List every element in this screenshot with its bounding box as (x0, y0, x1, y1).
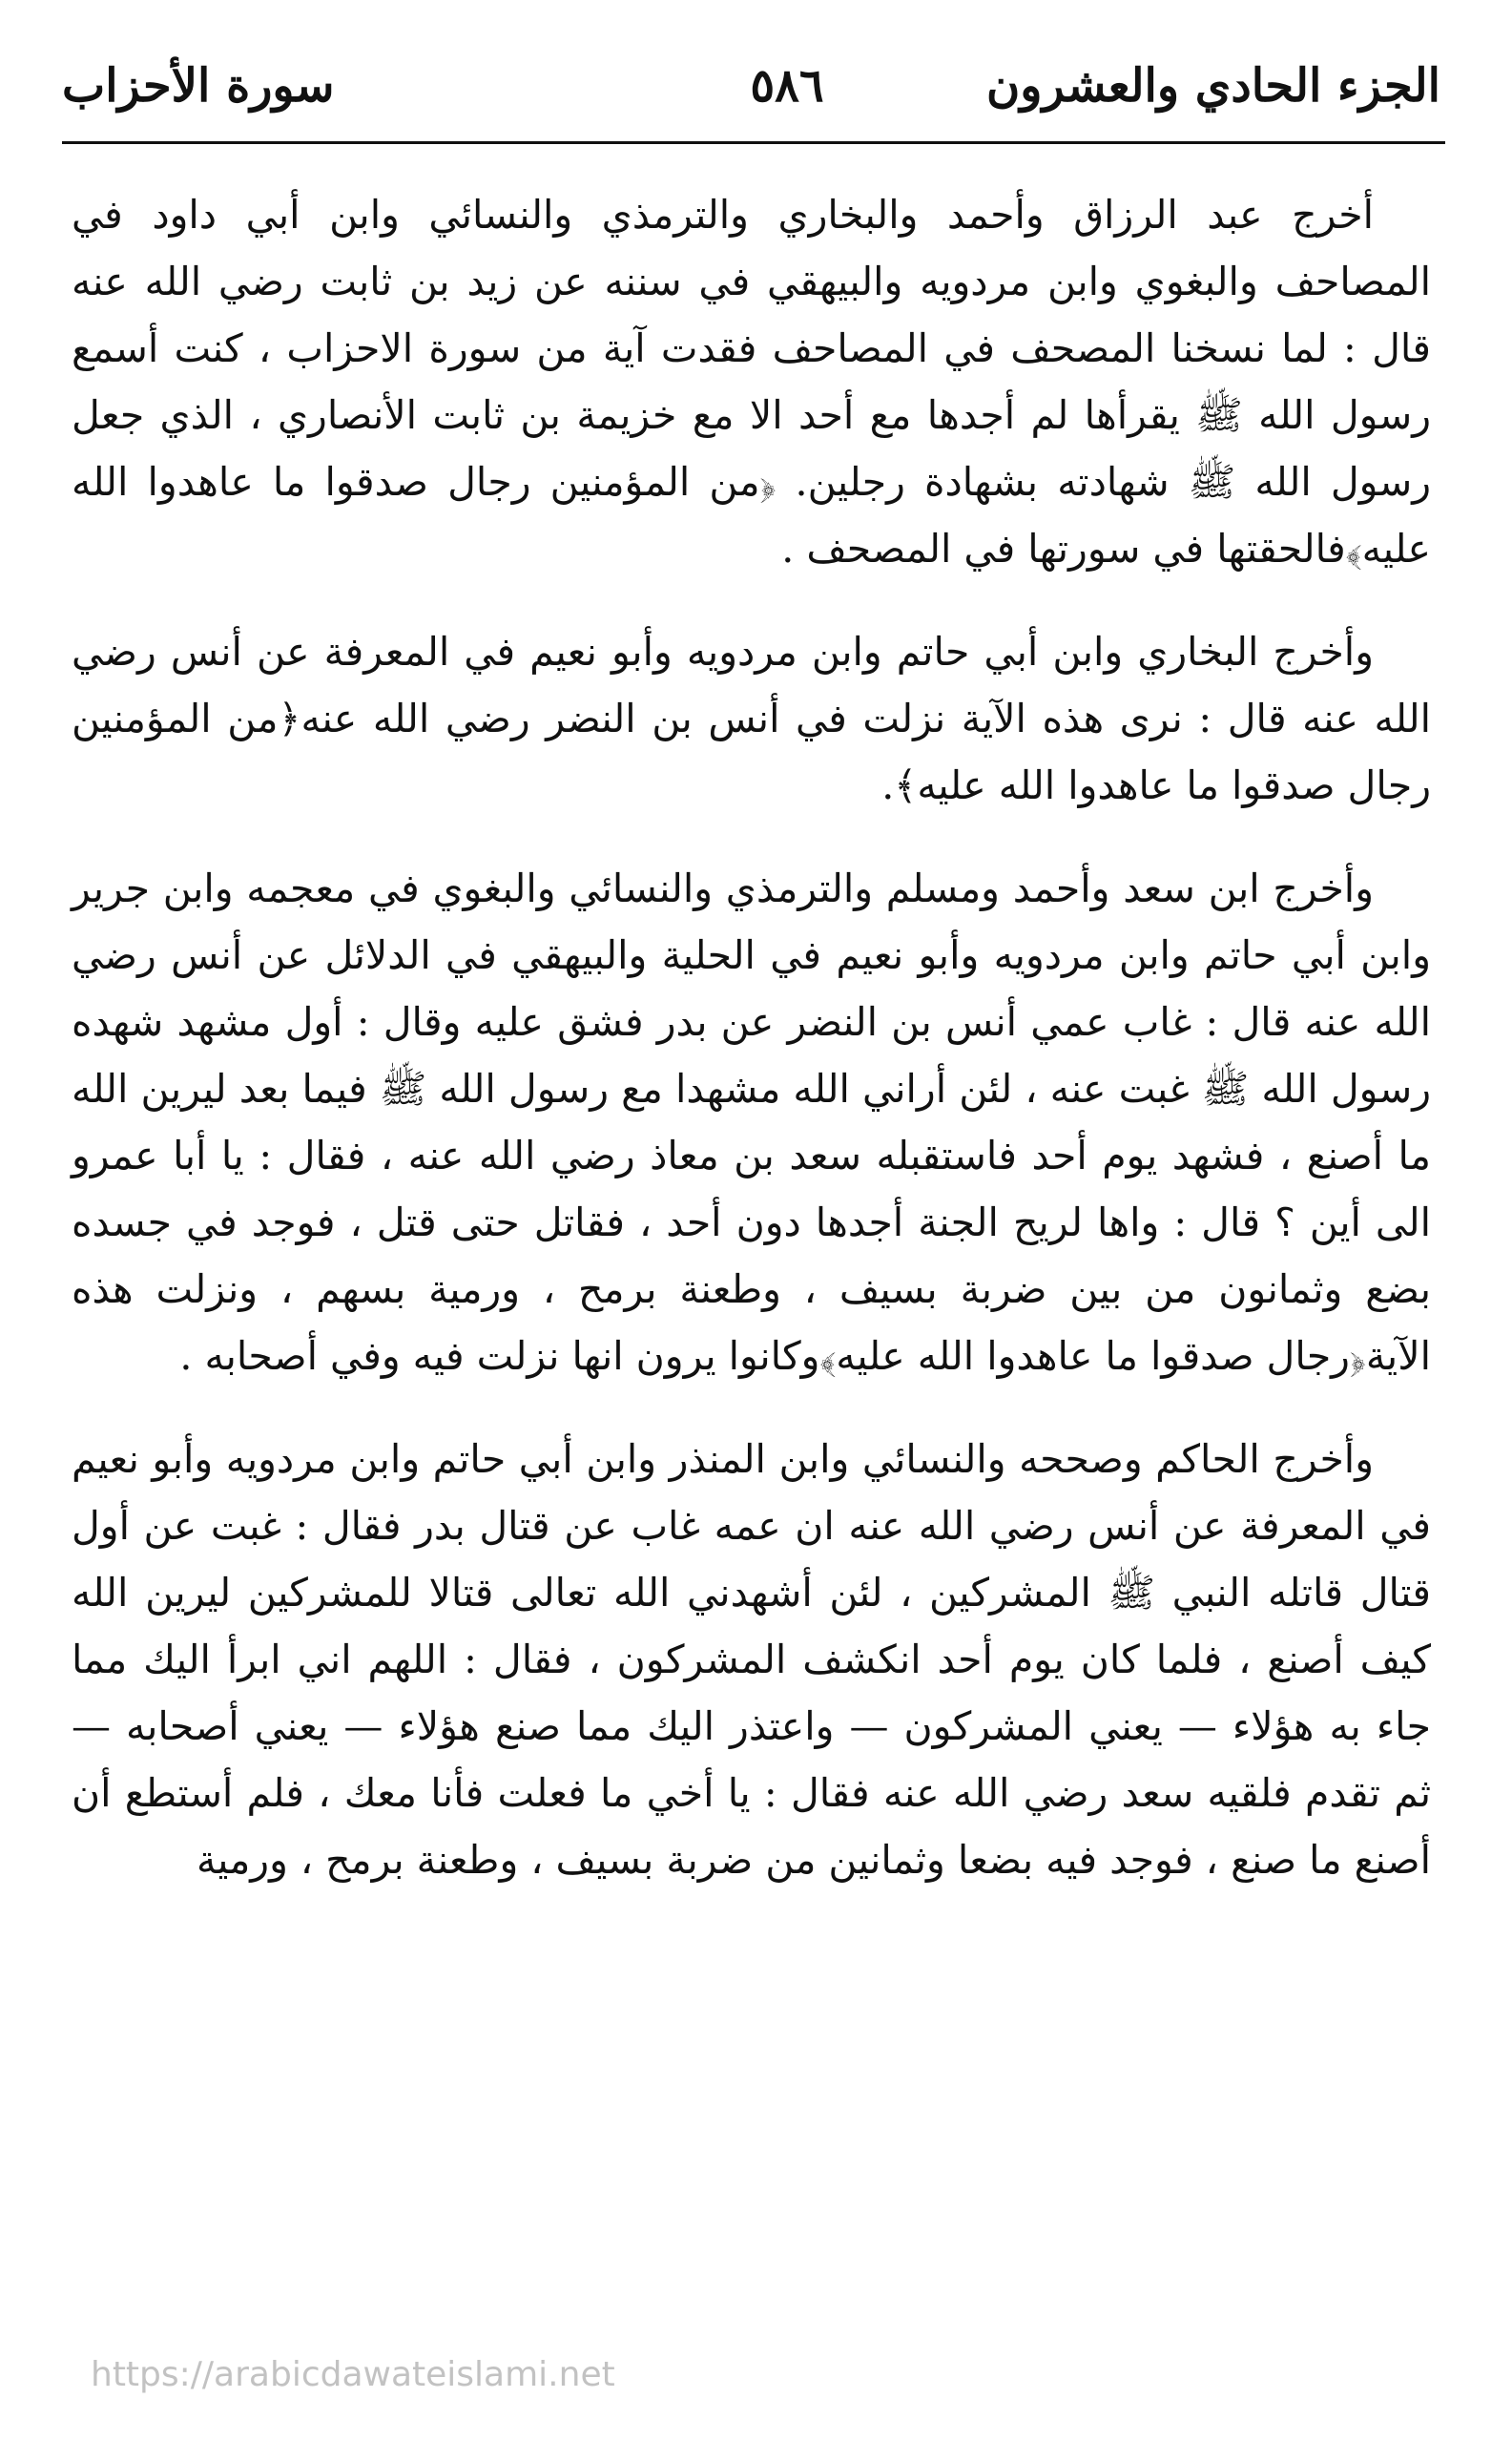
running-header (62, 38, 1440, 134)
paragraph-3: وأخرج ابن سعد وأحمد ومسلم والترمذي والنسائي والبغوي في معجمه وابن جرير وابن أبي حاتم وابن مردويه وأبو نعيم في الحلية والبيهقي في الدلائل عن أنس رضي الله عنه قال : غاب عمي أنس بن النضر عن بدر فشق عليه وقال : أول مشهد شهده رسول الله ﷺ غبت عنه ، لئن أراني الله مشهدا مع رسول الله ﷺ فيما بعد ليرين الله ما أصنع ، فشهد يوم أحد فاستقبله سعد بن معاذ رضي الله عنه ، فقال : يا أبا عمرو الى أين ؟ قال : واها لريح الجنة أجدها دون أحد ، فقاتل حتى قتل ، فوجد في جسده بضع وثمانون من بين ضربة بسيف ، وطعنة برمح ، ورمية بسهم ، ونزلت هذه الآية﴿رجال صدقوا ما عاهدوا الله عليه﴾وكانوا يرون انها نزلت فيه وفي أصحابه . (72, 865, 1431, 1379)
paragraph-2: وأخرج البخاري وابن أبي حاتم وابن مردويه وأبو نعيم في المعرفة عن أنس رضي الله عنه قال : نرى هذه الآية نزلت في أنس بن النضر رضي الله عنه﴿من المؤمنين رجال صدقوا ما عاهدوا الله عليه﴾. (72, 629, 1431, 808)
paragraph-1: أخرج عبد الرزاق وأحمد والبخاري والترمذي والنسائي وابن أبي داود في المصاحف والبغوي وابن مردويه والبيهقي في سننه عن زيد بن ثابت رضي الله عنه قال : لما نسخنا المصحف في المصاحف فقدت آية من سورة الاحزاب ، كنت أسمع رسول الله ﷺ يقرأها لم أجدها مع أحد الا مع خزيمة بن ثابت الأنصاري ، الذي جعل رسول الله ﷺ شهادته بشهادة رجلين. ﴿من المؤمنين رجال صدقوا ما عاهدوا الله عليه﴾فالحقتها في سورتها في المصحف . (72, 192, 1431, 572)
paragraph-4: وأخرج الحاكم وصححه والنسائي وابن المنذر وابن أبي حاتم وابن مردويه وأبو نعيم في المعرفة عن أنس رضي الله عنه ان عمه غاب عن قتال بدر فقال : غبت عن أول قتال قاتله النبي ﷺ المشركين ، لئن أشهدني الله تعالى قتالا للمشركين ليرين الله كيف أصنع ، فلما كان يوم أحد انكشف المشركون ، فقال : اللهم اني ابرأ اليك مما جاء به هؤلاء — يعني المشركون — واعتذر اليك مما صنع هؤلاء — يعني أصحابه — ثم تقدم فلقيه سعد رضي الله عنه فقال : يا أخي ما فعلت فأنا معك ، فلم أستطع أن أصنع ما صنع ، فوجد فيه بضعا وثمانين من ضربة بسيف ، وطعنة برمح ، ورمية (72, 1436, 1431, 1883)
page-number: ٥٨٦ (750, 59, 824, 113)
page-body (72, 181, 1431, 1929)
header-surah-title: سورة الأحزاب (62, 59, 335, 113)
watermark-url: https://arabicdawateislami.net (91, 2355, 615, 2394)
header-part-title: الجزء الحادي والعشرون (986, 59, 1440, 113)
header-divider (62, 141, 1445, 144)
